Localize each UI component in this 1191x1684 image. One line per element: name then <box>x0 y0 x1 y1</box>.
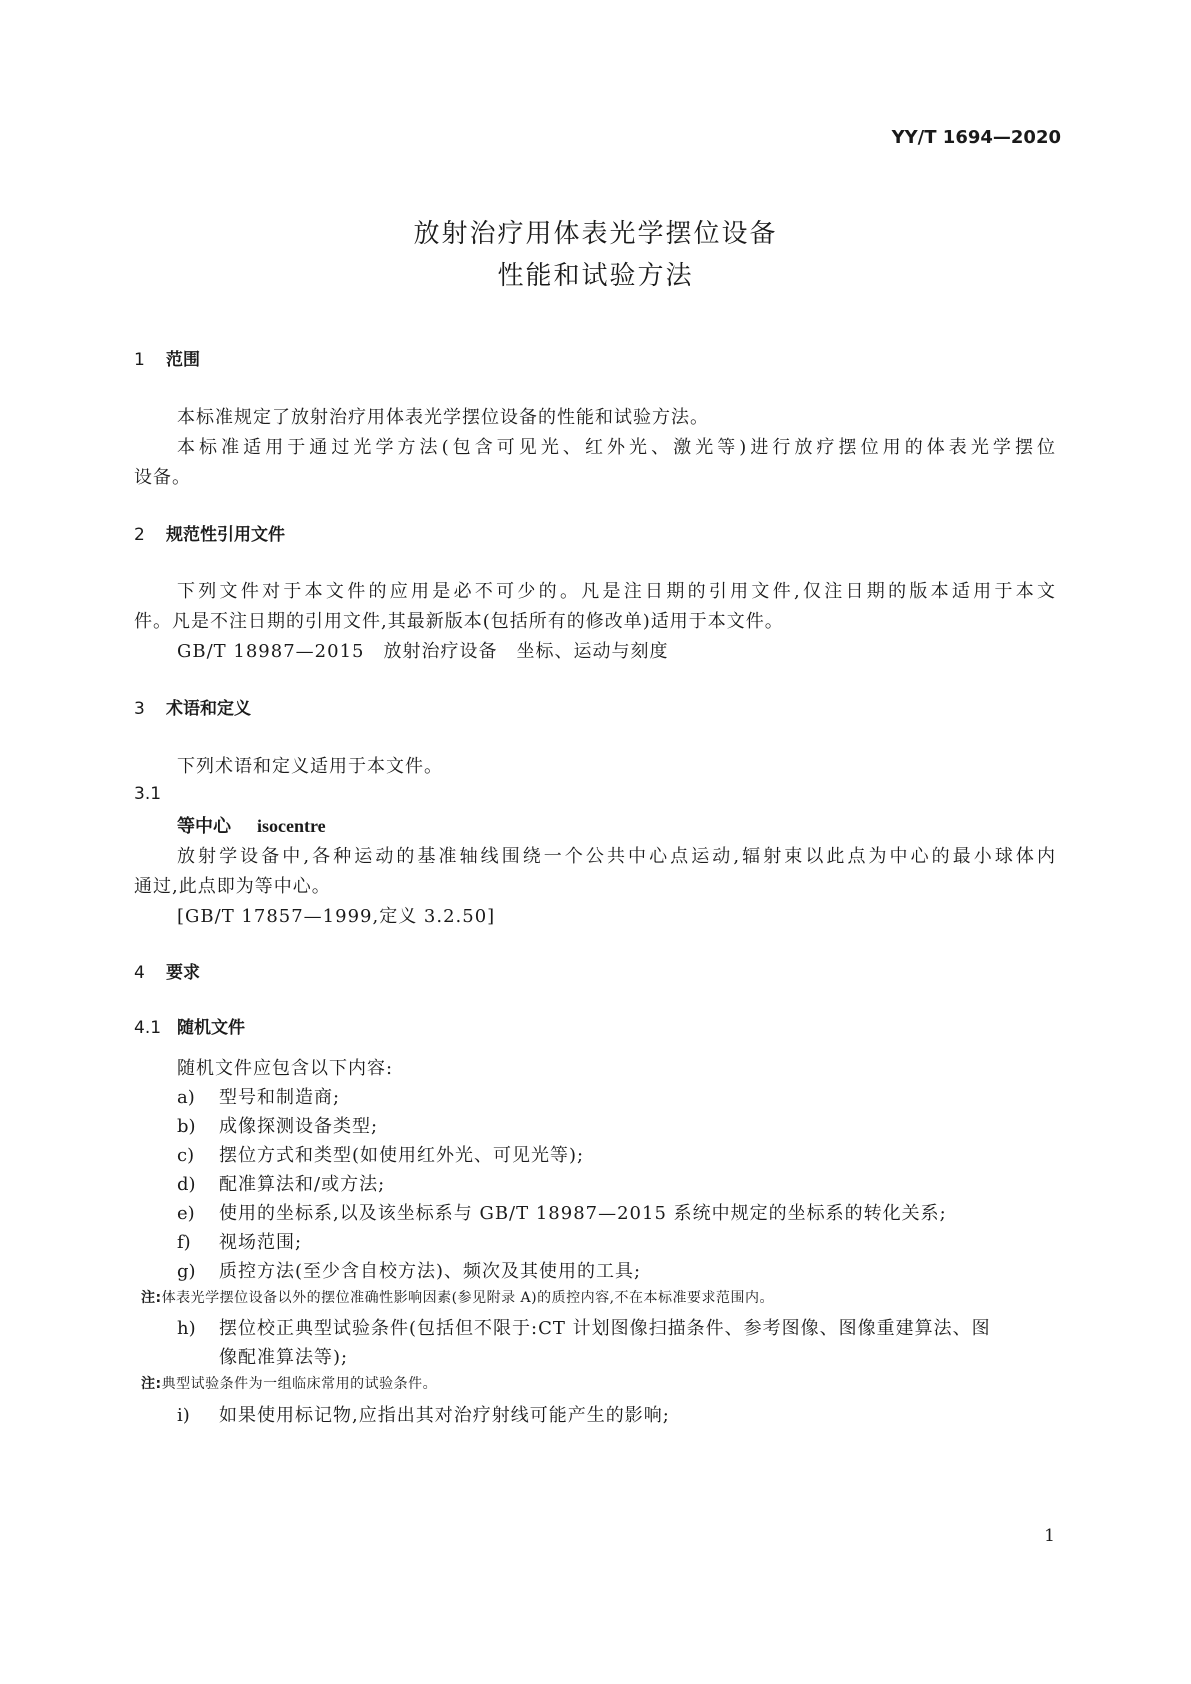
section-2-heading <box>134 520 285 545</box>
list-item: i) 如果使用标记物,应指出其对治疗射线可能产生的影响; <box>177 1405 670 1426</box>
paragraph-line: 设备。 <box>134 467 191 488</box>
section-4-heading <box>134 958 200 983</box>
section-title: 要求 <box>166 963 200 983</box>
subsection-title: 随机文件 <box>177 1018 245 1038</box>
document-title-line1: 放射治疗用体表光学摆位设备 <box>413 219 778 249</box>
list-intro: 随机文件应包含以下内容: <box>177 1058 394 1079</box>
list-item: g) 质控方法(至少含自校方法)、频次及其使用的工具; <box>177 1261 642 1282</box>
list-item: c) 摆位方式和类型(如使用红外光、可见光等); <box>177 1145 585 1166</box>
term-number: 3.1 <box>134 784 162 804</box>
normative-reference: GB/T 18987—2015 放射治疗设备 坐标、运动与刻度 <box>177 641 669 662</box>
paragraph-line: 件。凡是不注日期的引用文件,其最新版本(包括所有的修改单)适用于本文件。 <box>134 611 784 632</box>
definition-source: [GB/T 17857—1999,定义 3.2.50] <box>177 906 496 927</box>
section-title: 范围 <box>166 350 200 370</box>
list-item: h) 摆位校正典型试验条件(包括但不限于:CT 计划图像扫描条件、参考图像、图像重建算法、图 <box>177 1318 991 1339</box>
section-number: 3 <box>134 699 145 719</box>
list-item: a) 型号和制造商; <box>177 1087 341 1108</box>
paragraph: 本标准规定了放射治疗用体表光学摆位设备的性能和试验方法。 <box>177 407 709 428</box>
list-item: f) 视场范围; <box>177 1232 303 1253</box>
list-item: e) 使用的坐标系,以及该坐标系与 GB/T 18987—2015 系统中规定的坐标系的转化关系; <box>177 1203 947 1224</box>
definition-line: 放射学设备中,各种运动的基准轴线围绕一个公共中心点运动,辐射束以此点为中心的最小球体内 <box>177 846 1056 867</box>
list-item: d) 配准算法和/或方法; <box>177 1174 386 1195</box>
section-number: 1 <box>134 350 145 370</box>
term-english: isocentre <box>257 816 326 836</box>
section-number: 2 <box>134 525 145 545</box>
note: 注:典型试验条件为一组临床常用的试验条件。 <box>141 1376 438 1392</box>
paragraph: 下列术语和定义适用于本文件。 <box>177 756 443 777</box>
term-chinese: 等中心 <box>177 816 231 837</box>
subsection-number: 4.1 <box>134 1018 162 1038</box>
standard-number: YY/T 1694—2020 <box>891 127 1061 148</box>
section-3-heading <box>134 694 251 719</box>
section-number: 4 <box>134 963 145 983</box>
section-title: 规范性引用文件 <box>166 525 285 545</box>
term-entry <box>177 812 326 838</box>
list-item: b) 成像探测设备类型; <box>177 1116 379 1137</box>
definition-line: 通过,此点即为等中心。 <box>134 876 331 897</box>
document-title-line2: 性能和试验方法 <box>497 261 694 291</box>
section-title: 术语和定义 <box>166 699 251 719</box>
page-number: 1 <box>1044 1526 1055 1546</box>
section-1-heading <box>134 345 200 370</box>
list-item-continuation: 像配准算法等); <box>219 1347 349 1368</box>
paragraph-line: 下列文件对于本文件的应用是必不可少的。凡是注日期的引用文件,仅注日期的版本适用于本文 <box>177 581 1056 602</box>
note: 注:体表光学摆位设备以外的摆位准确性影响因素(参见附录 A)的质控内容,不在本标准要求范围内。 <box>141 1290 775 1306</box>
subsection-4-1-heading <box>134 1013 245 1038</box>
paragraph-line: 本标准适用于通过光学方法(包含可见光、红外光、激光等)进行放疗摆位用的体表光学摆位 <box>177 437 1056 458</box>
